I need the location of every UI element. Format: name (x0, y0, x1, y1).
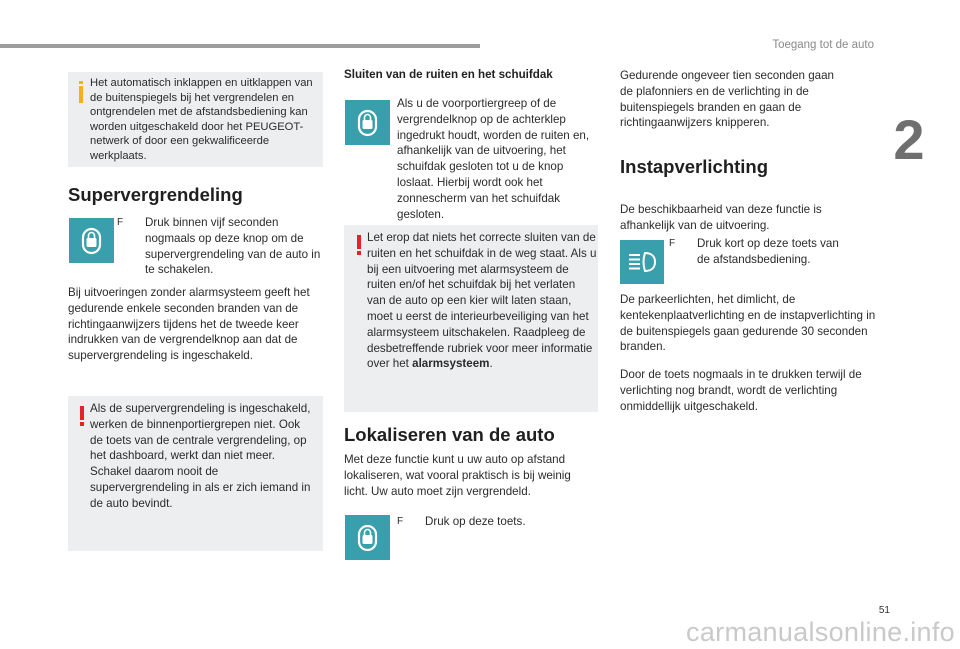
heading-instapverlichting: Instapverlichting (620, 156, 769, 177)
paragraph-lokaliseren: Met deze functie kunt u uw auto op afstand lokaliseren, wat vooral praktisch is bij weinig licht. Uw auto moet zijn vergrendeld. (344, 453, 571, 498)
paragraph-lights: De parkeerlichten, het dimlicht, de kentekenplaatverlichting en de instapverlichting in de buitenspiegels gaan gedurende 30 seconden branden. (620, 293, 876, 354)
warning-icon (80, 406, 84, 420)
info-box (68, 72, 323, 167)
step-text: Druk binnen vijf seconden nogmaals op deze knop om de supervergrendeling van de auto in te schakelen. (145, 216, 321, 277)
warning-box-text: Als de supervergrendeling is ingeschakeld, werken de binnenportiergrepen niet. Ook de toets van de centrale vergrendeling, op het dashboard, werkt dan niet meer. Schakel daarom nooit de supervergrendeling in als er zich iemand in de auto bevindt. (90, 402, 311, 510)
section-title: Toegang tot de auto (772, 39, 874, 51)
paragraph-switch-off: Door de toets nogmaals in te drukken terwijl de verlichting nog brandt, wordt de verlichting onmiddellijk uitgeschakeld. (620, 368, 862, 413)
info-box-text: Het automatisch inklappen en uitklappen van de buitenspiegels bij het vergrendelen en ontgrendelen met de afstandsbediening kan worden uitgeschakeld door het PEUGEOT-netwerk of door een gekwalificeerde werkplaats. (90, 77, 313, 162)
step-text: Druk kort op deze toets van de afstandsbediening. (697, 237, 839, 266)
chapter-number: 2 (893, 108, 925, 171)
warning-icon-dot (80, 422, 84, 426)
availability-text: De beschikbaarheid van deze functie is afhankelijk van de uitvoering. (620, 203, 822, 232)
info-icon (79, 86, 83, 103)
page-number: 51 (878, 605, 890, 616)
warning-box (344, 225, 598, 412)
paragraph-alarm: Bij uitvoeringen zonder alarmsysteem geeft het gedurende enkele seconden branden van de richtingaanwijzers tijdens het de tweede keer indrukken van de vergrendelknop aan dat de supervergrendeling is ingeschakeld. (68, 286, 310, 363)
step-lokaliseren (397, 514, 597, 530)
lock-button-icon (69, 218, 114, 263)
warning-text: Let erop dat niets het correcte sluiten van de ruiten en het schuifdak in de weg staat. Als u bij een uitvoering met alarmsysteem de ruiten en/of het schuifdak bij het verlaten van de auto op een kier wilt laten staan, moet u eerst de interieurbeveiliging van het alarmsysteem uitschakelen. Raadpleeg de desbetreffende rubriek voor meer informatie over het (367, 231, 597, 371)
warning-text-end: . (489, 357, 493, 371)
warning-icon (357, 235, 361, 249)
header-rule (0, 44, 480, 48)
ruiten-text: Als u de voorportiergreep of de vergrendelknop op de achterklep ingedrukt houdt, worden de ruiten en, afhankelijk van de uitvoering, het schuifdak gesloten tot u de knop loslaat. Hierbij wordt ook het zonnescherm van het schuifdak gesloten. (397, 97, 590, 221)
info-icon-dot (79, 81, 83, 84)
subheading-ruiten: Sluiten van de ruiten en het schuifdak (344, 68, 553, 81)
heading-supervergrendeling: Supervergrendeling (68, 184, 243, 205)
warning-icon-dot (357, 251, 361, 255)
intro-text: Gedurende ongeveer tien seconden gaan de plafonniers en de verlichting in de buitenspiegels branden en gaan de richtingaanwijzers knipperen. (620, 69, 835, 130)
step-instapverlichting (669, 236, 854, 268)
bullet-marker: F (669, 238, 676, 249)
step-text: Druk op deze toets. (425, 515, 526, 528)
bullet-marker: F (117, 217, 124, 228)
headlight-button-icon (620, 240, 664, 284)
warning-box (68, 396, 323, 551)
step-supervergrendeling (117, 215, 322, 278)
lock-button-icon (345, 515, 390, 560)
warning-box-text (367, 230, 597, 372)
heading-lokaliseren: Lokaliseren van de auto (344, 424, 555, 445)
watermark: carmanualsonline.info (686, 617, 955, 647)
warning-text-bold: alarmsysteem (412, 357, 490, 371)
bullet-marker: F (397, 516, 404, 527)
lock-button-icon (345, 100, 390, 145)
